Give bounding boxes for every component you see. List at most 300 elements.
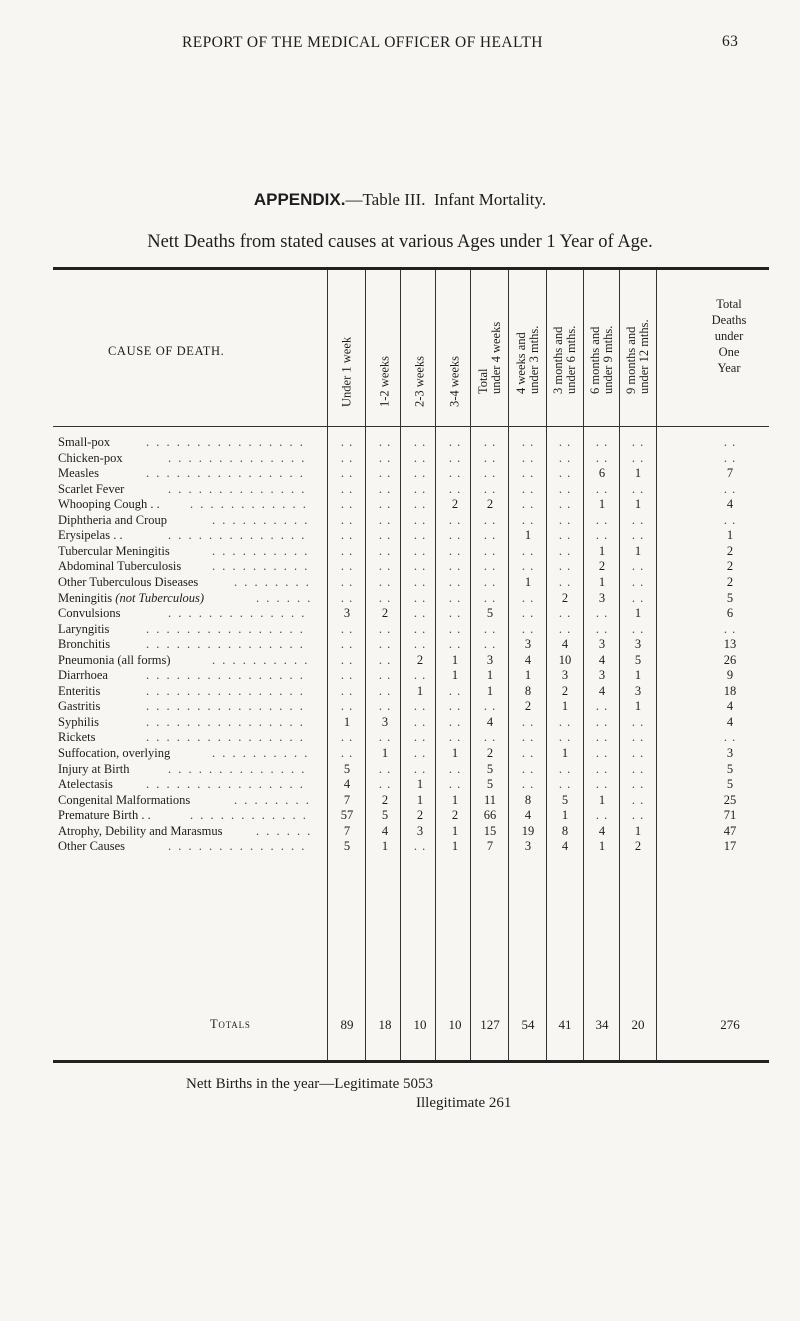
leader-dots: . . . . . . . . . . . . . .	[168, 482, 307, 496]
table-cell: . .	[378, 653, 392, 667]
totals-cell: 41	[558, 1017, 572, 1032]
column-header-text: 9 months and under 12 mths.	[624, 319, 651, 394]
table-cell: . .	[483, 730, 497, 744]
cause-label: Enteritis	[58, 684, 101, 698]
table-cell: 3	[343, 606, 351, 620]
table-cell: . .	[483, 482, 497, 496]
table-cell: . .	[448, 622, 462, 636]
table-heading	[0, 190, 800, 210]
table-cell: . .	[340, 653, 354, 667]
table-cell: 1	[451, 793, 459, 807]
table-cell: . .	[558, 482, 572, 496]
births-legitimate: Nett Births in the year—Legitimate 5053	[186, 1076, 434, 1092]
table-cell: . .	[483, 544, 497, 558]
table-cell: . .	[340, 730, 354, 744]
table-cell: 2	[416, 808, 424, 822]
table-cell: . .	[483, 591, 497, 605]
table-cell: 4	[524, 653, 532, 667]
table-cell: . .	[378, 762, 392, 776]
table-cell: . .	[378, 466, 392, 480]
table-cell: . .	[448, 730, 462, 744]
table-cell: 3	[486, 653, 494, 667]
table-cell: . .	[340, 559, 354, 573]
table-cell: 3	[598, 668, 606, 682]
table-cell: . .	[448, 575, 462, 589]
table-cell: . .	[595, 699, 609, 713]
table-cell: . .	[631, 793, 645, 807]
table-cell: . .	[595, 730, 609, 744]
table-cell: . .	[378, 528, 392, 542]
column-header	[473, 275, 507, 420]
column-header-text: Under 1 week	[339, 336, 354, 407]
table-cell: 10	[558, 653, 572, 667]
total-cell: 2	[726, 575, 734, 589]
cause-note: (not Tuberculous)	[115, 591, 205, 605]
table-cell: 2	[634, 839, 642, 853]
table-cell: 2	[416, 653, 424, 667]
table-cell: 1	[451, 824, 459, 838]
total-cell: 2	[726, 559, 734, 573]
leader-dots: . . . . . .	[256, 824, 313, 838]
total-cell: 18	[723, 684, 737, 698]
cause-label: Atelectasis	[58, 777, 113, 791]
table-cell: 5	[486, 606, 494, 620]
table-cell: 4	[524, 808, 532, 822]
column-header	[368, 275, 402, 420]
totals-cell: 54	[521, 1017, 535, 1032]
table-cell: 1	[381, 746, 389, 760]
table-cell: . .	[521, 715, 535, 729]
births-illegitimate: Illegitimate 261	[416, 1095, 512, 1111]
column-header-text: 2-3 weeks	[412, 355, 427, 407]
table-cell: . .	[340, 528, 354, 542]
cause-label: Other Causes	[58, 839, 125, 853]
table-cell: . .	[595, 762, 609, 776]
column-header	[621, 275, 655, 420]
column-header-text: Total under 4 weeks	[476, 321, 503, 394]
table-cell: . .	[340, 482, 354, 496]
leader-dots: . . . . . . . . . . . . . .	[168, 606, 307, 620]
cause-label: Laryngitis	[58, 622, 110, 636]
table-cell: . .	[448, 762, 462, 776]
column-divider	[327, 270, 328, 1060]
table-cell: 2	[486, 497, 494, 511]
table-cell: 1	[634, 466, 642, 480]
table-cell: 5	[634, 653, 642, 667]
table-cell: . .	[448, 715, 462, 729]
total-cell: 71	[723, 808, 737, 822]
table-cell: . .	[448, 591, 462, 605]
table-cell: . .	[483, 559, 497, 573]
total-cell: . .	[723, 435, 737, 449]
totals-cell: 89	[340, 1017, 354, 1032]
table-cell: . .	[483, 528, 497, 542]
cause-label: Diarrhoea	[58, 668, 108, 682]
cause-label: Small-pox	[58, 435, 111, 449]
table-cell: . .	[558, 622, 572, 636]
table-cell: . .	[340, 699, 354, 713]
table-cell: 8	[524, 684, 532, 698]
table-cell: 2	[486, 746, 494, 760]
leader-dots: . . . . . . . . . .	[212, 559, 310, 573]
table-cell: . .	[631, 622, 645, 636]
table-cell: 4	[561, 637, 569, 651]
table-cell: 7	[486, 839, 494, 853]
table-cell: . .	[340, 435, 354, 449]
table-cell: 5	[561, 793, 569, 807]
total-header-line: Total	[716, 297, 742, 311]
table-cell: 1	[634, 606, 642, 620]
table-cell: 4	[598, 653, 606, 667]
bottom-rule	[53, 1060, 769, 1063]
table-cell: . .	[340, 637, 354, 651]
table-cell: 1	[598, 544, 606, 558]
births-note	[186, 1075, 511, 1113]
total-cell: 7	[726, 466, 734, 480]
table-cell: . .	[483, 575, 497, 589]
table-cell: . .	[448, 699, 462, 713]
table-cell: 1	[634, 544, 642, 558]
table-cell: . .	[413, 482, 427, 496]
table-cell: . .	[558, 513, 572, 527]
cause-label: Suffocation, overlying	[58, 746, 171, 760]
total-cell: 5	[726, 762, 734, 776]
table-cell: . .	[448, 544, 462, 558]
leader-dots: . . . . . . . . . .	[212, 513, 310, 527]
table-cell: . .	[378, 544, 392, 558]
table-cell: . .	[378, 591, 392, 605]
table-cell: 19	[521, 824, 535, 838]
table-cell: . .	[521, 466, 535, 480]
cause-label: Measles	[58, 466, 99, 480]
table-cell: . .	[448, 466, 462, 480]
total-header-line: under	[714, 329, 744, 343]
table-cell: . .	[631, 575, 645, 589]
table-cell: . .	[521, 777, 535, 791]
table-cell: . .	[521, 544, 535, 558]
table-cell: 5	[486, 762, 494, 776]
table-cell: . .	[631, 559, 645, 573]
cause-label: Diphtheria and Croup	[58, 513, 168, 527]
table-cell: . .	[631, 482, 645, 496]
table-cell: 1	[634, 699, 642, 713]
table-cell: . .	[448, 482, 462, 496]
table-cell: . .	[521, 482, 535, 496]
table-cell: . .	[521, 622, 535, 636]
column-header	[330, 275, 364, 420]
table-cell: . .	[378, 622, 392, 636]
total-header-line: One	[718, 345, 740, 359]
table-cell: 1	[561, 808, 569, 822]
table-cell: . .	[595, 622, 609, 636]
table-cell: 3	[598, 591, 606, 605]
table-cell: . .	[631, 762, 645, 776]
table-cell: . .	[558, 575, 572, 589]
table-cell: 1	[451, 746, 459, 760]
table-cell: 1	[561, 699, 569, 713]
table-cell: . .	[558, 528, 572, 542]
table-cell: . .	[340, 544, 354, 558]
table-cell: 1	[486, 684, 494, 698]
table-cell: 2	[598, 559, 606, 573]
total-cell: . .	[723, 513, 737, 527]
table-cell: 3	[598, 637, 606, 651]
total-cell: 9	[726, 668, 734, 682]
total-cell: . .	[723, 451, 737, 465]
leader-dots: . . . . . . . . . . . . . . . .	[146, 699, 305, 713]
table-cell: 2	[381, 606, 389, 620]
cause-label: Syphilis	[58, 715, 99, 729]
leader-dots: . . . . . . . . . . . . . .	[168, 762, 307, 776]
total-header-line: Year	[717, 361, 741, 375]
top-rule	[53, 267, 769, 270]
table-cell: 5	[486, 777, 494, 791]
total-cell: 3	[726, 746, 734, 760]
table-cell: 2	[561, 591, 569, 605]
table-cell: . .	[378, 699, 392, 713]
table-cell: . .	[340, 451, 354, 465]
table-cell: . .	[340, 575, 354, 589]
table-cell: . .	[595, 451, 609, 465]
header-rule	[53, 426, 769, 427]
column-header	[403, 275, 437, 420]
table-cell: 1	[598, 575, 606, 589]
table-cell: . .	[448, 528, 462, 542]
table-cell: 8	[524, 793, 532, 807]
table-cell: 1	[598, 839, 606, 853]
table-cell: . .	[521, 435, 535, 449]
table-cell: 4	[561, 839, 569, 853]
column-divider	[583, 270, 584, 1060]
table-cell: 4	[598, 824, 606, 838]
leader-dots: . . . . . . . . . . . . . . . .	[146, 715, 305, 729]
table-cell: 1	[598, 497, 606, 511]
table-cell: . .	[558, 730, 572, 744]
table-cell: 3	[634, 637, 642, 651]
table-cell: 1	[416, 793, 424, 807]
table-cell: 2	[524, 699, 532, 713]
table-cell: 1	[451, 653, 459, 667]
cause-label: Bronchitis	[58, 637, 111, 651]
cause-label: Other Tuberculous Diseases	[58, 575, 199, 589]
total-cell: 4	[726, 699, 734, 713]
cause-label: Erysipelas . .	[58, 528, 123, 542]
leader-dots: . . . . . .	[256, 591, 313, 605]
total-cell: . .	[723, 730, 737, 744]
table-cell: 7	[343, 793, 351, 807]
table-cell: . .	[631, 435, 645, 449]
table-cell: 1	[524, 528, 532, 542]
table-cell: . .	[558, 777, 572, 791]
table-cell: . .	[448, 684, 462, 698]
total-header-line: Deaths	[711, 313, 747, 327]
table-cell: . .	[378, 513, 392, 527]
table-cell: 1	[343, 715, 351, 729]
table-cell: . .	[521, 746, 535, 760]
table-cell: . .	[413, 435, 427, 449]
table-cell: . .	[521, 730, 535, 744]
table-cell: . .	[558, 762, 572, 776]
column-header	[548, 275, 582, 420]
table-subtitle: Nett Deaths from stated causes at various Ages under 1 Year of Age.	[147, 232, 653, 252]
table-cell: . .	[413, 699, 427, 713]
table-cell: . .	[631, 808, 645, 822]
table-cell: 2	[451, 808, 459, 822]
column-divider	[619, 270, 620, 1060]
table-cell: . .	[595, 606, 609, 620]
table-cell: . .	[521, 762, 535, 776]
table-cell: 4	[381, 824, 389, 838]
table-topic: Infant Mortality.	[433, 190, 547, 209]
table-cell: 3	[524, 637, 532, 651]
cause-label: Whooping Cough . .	[58, 497, 160, 511]
total-cell: 6	[726, 606, 734, 620]
table-cell: 4	[598, 684, 606, 698]
cause-label: Meningitis (not Tuberculous)	[58, 591, 205, 605]
table-cell: 4	[343, 777, 351, 791]
table-cell: . .	[521, 591, 535, 605]
leader-dots: . . . . . . . .	[234, 575, 311, 589]
table-cell: . .	[483, 435, 497, 449]
table-cell: . .	[413, 575, 427, 589]
table-cell: 5	[343, 839, 351, 853]
table-cell: . .	[413, 528, 427, 542]
table-cell: . .	[413, 762, 427, 776]
total-cell: 13	[723, 637, 737, 651]
table-cell: . .	[558, 451, 572, 465]
cause-label: Atrophy, Debility and Marasmus	[58, 824, 223, 838]
table-cell: . .	[378, 559, 392, 573]
column-divider	[508, 270, 509, 1060]
table-cell: 1	[451, 839, 459, 853]
table-cell: . .	[595, 482, 609, 496]
table-cell: . .	[378, 497, 392, 511]
table-cell: . .	[413, 591, 427, 605]
table-cell: . .	[413, 637, 427, 651]
table-cell: . .	[558, 544, 572, 558]
table-cell: . .	[483, 451, 497, 465]
table-cell: . .	[558, 497, 572, 511]
table-cell: 57	[340, 808, 354, 822]
table-cell: 11	[483, 793, 497, 807]
cause-label: Congenital Malformations	[58, 793, 191, 807]
leader-dots: . . . . . . . . . . . . . . . .	[146, 730, 305, 744]
column-header-text: 6 months and under 9 mths.	[588, 325, 615, 394]
table-cell: . .	[558, 466, 572, 480]
leader-dots: . . . . . . . . . . . . . .	[168, 451, 307, 465]
table-cell: . .	[631, 715, 645, 729]
table-cell: 1	[524, 575, 532, 589]
leader-dots: . . . . . . . . . . . . . .	[168, 528, 307, 542]
totals-cell: 20	[631, 1017, 645, 1032]
table-cell: 3	[524, 839, 532, 853]
table-cell: . .	[631, 730, 645, 744]
column-header-text: 1-2 weeks	[377, 355, 392, 407]
table-cell: 7	[343, 824, 351, 838]
table-cell: . .	[378, 668, 392, 682]
total-header	[692, 296, 766, 376]
leader-dots: . . . . . . . . . . . .	[190, 808, 308, 822]
totals-cell: 10	[413, 1017, 427, 1032]
leader-dots: . . . . . . . .	[234, 793, 311, 807]
table-cell: . .	[448, 606, 462, 620]
cause-label: Premature Birth . .	[58, 808, 151, 822]
table-cell: 6	[598, 466, 606, 480]
table-cell: 1	[381, 839, 389, 853]
table-cell: 4	[486, 715, 494, 729]
table-cell: . .	[631, 746, 645, 760]
table-cell: 15	[483, 824, 497, 838]
totals-label: Totals	[210, 1017, 251, 1031]
total-cell: 25	[723, 793, 737, 807]
table-cell: . .	[413, 606, 427, 620]
total-cell: 5	[726, 777, 734, 791]
table-cell: . .	[521, 559, 535, 573]
table-cell: . .	[340, 684, 354, 698]
table-cell: . .	[340, 622, 354, 636]
table-cell: . .	[378, 482, 392, 496]
table-cell: 1	[598, 793, 606, 807]
table-cell: . .	[631, 451, 645, 465]
table-cell: 1	[416, 684, 424, 698]
table-cell: . .	[483, 699, 497, 713]
total-cell: 4	[726, 715, 734, 729]
cause-label: Rickets	[58, 730, 96, 744]
table-cell: . .	[448, 777, 462, 791]
cause-label: Chicken-pox	[58, 451, 123, 465]
table-label: —Table III.	[345, 190, 426, 209]
column-header-text: 3 months and under 6 mths.	[551, 325, 578, 394]
column-header	[438, 275, 472, 420]
leader-dots: . . . . . . . . . . . . . . . .	[146, 684, 305, 698]
table-cell: . .	[558, 559, 572, 573]
table-cell: 5	[343, 762, 351, 776]
table-cell: . .	[595, 808, 609, 822]
table-cell: . .	[483, 466, 497, 480]
table-cell: . .	[413, 466, 427, 480]
table-cell: 66	[483, 808, 497, 822]
table-cell: 3	[561, 668, 569, 682]
table-cell: . .	[413, 497, 427, 511]
table-cell: 2	[451, 497, 459, 511]
column-header	[511, 275, 545, 420]
table-cell: 1	[416, 777, 424, 791]
table-cell: . .	[378, 435, 392, 449]
appendix-label: APPENDIX.	[253, 190, 346, 209]
table-cell: . .	[595, 746, 609, 760]
table-cell: . .	[448, 513, 462, 527]
total-cell: 2	[726, 544, 734, 558]
table-cell: . .	[413, 513, 427, 527]
leader-dots: . . . . . . . . . .	[212, 746, 310, 760]
table-cell: . .	[448, 435, 462, 449]
table-cell: . .	[521, 497, 535, 511]
page-number: 63	[722, 33, 739, 50]
table-cell: . .	[413, 544, 427, 558]
table-cell: . .	[558, 435, 572, 449]
grand-total-cell: 276	[720, 1017, 740, 1032]
table-cell: . .	[413, 746, 427, 760]
table-cell: . .	[595, 513, 609, 527]
total-cell: 26	[723, 653, 737, 667]
leader-dots: . . . . . . . . . . . . . . . .	[146, 466, 305, 480]
leader-dots: . . . . . . . . . . . . . . . .	[146, 637, 305, 651]
table-cell: . .	[448, 637, 462, 651]
table-cell: . .	[413, 622, 427, 636]
table-cell: . .	[378, 730, 392, 744]
cause-label: Pneumonia (all forms)	[58, 653, 171, 667]
cause-header: CAUSE OF DEATH.	[108, 344, 225, 358]
